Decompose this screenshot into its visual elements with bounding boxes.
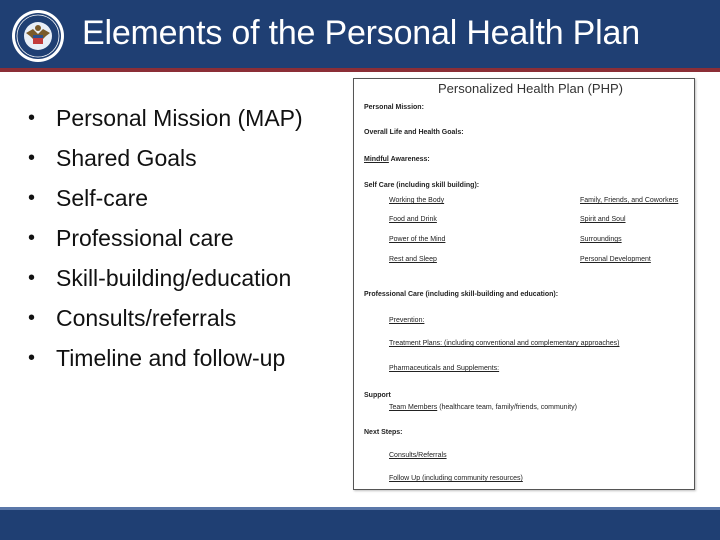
- slide-footer: [0, 510, 720, 540]
- self-care-item: Personal Development: [580, 256, 651, 263]
- bullet-icon: •: [28, 266, 36, 289]
- follow-up-label: Follow Up (including community resources): [389, 475, 523, 482]
- overall-goals-label: Overall Life and Health Goals:: [364, 129, 464, 136]
- bullet-icon: •: [28, 346, 36, 369]
- php-document-image: [353, 78, 695, 490]
- bullet-text: Professional care: [56, 224, 234, 251]
- treatment-plans-label: Treatment Plans: (including conventional and complementary approaches): [389, 340, 620, 347]
- self-care-item: Family, Friends, and Coworkers: [580, 197, 679, 204]
- list-item: [28, 98, 303, 138]
- pharmaceuticals-label: Pharmaceuticals and Supplements:: [389, 365, 500, 372]
- bullet-text: Self-care: [56, 184, 149, 211]
- bullet-text: Consults/referrals: [56, 304, 237, 331]
- list-item: [28, 138, 303, 178]
- mindful-awareness-label: [364, 156, 430, 164]
- list-item: [28, 298, 303, 338]
- support-label: Support: [364, 392, 391, 399]
- list-item: [28, 178, 303, 218]
- self-care-item: Surroundings: [580, 236, 622, 243]
- bullet-text: Personal Mission (MAP): [56, 104, 303, 131]
- slide-title: Elements of the Personal Health Plan: [82, 14, 640, 52]
- mindful-word: Mindful: [364, 156, 389, 163]
- list-item: [28, 258, 303, 298]
- self-care-label: Self Care (including skill building):: [364, 182, 480, 189]
- team-members-line: [389, 404, 577, 412]
- next-steps-label: Next Steps:: [364, 429, 403, 436]
- bullet-text: Timeline and follow-up: [56, 344, 286, 371]
- consults-label: Consults/Referrals: [389, 452, 447, 459]
- header-stripe: [0, 68, 720, 72]
- bullet-icon: •: [28, 306, 36, 329]
- self-care-item: Rest and Sleep: [389, 256, 437, 263]
- self-care-item: Food and Drink: [389, 216, 437, 223]
- list-item: [28, 218, 303, 258]
- list-item: [28, 338, 303, 378]
- document-title: Personalized Health Plan (PHP): [438, 81, 623, 96]
- prevention-label: Prevention:: [389, 317, 425, 324]
- self-care-item: Power of the Mind: [389, 236, 446, 243]
- bullet-icon: •: [28, 186, 36, 209]
- va-seal-icon: [11, 9, 65, 63]
- bullet-icon: •: [28, 226, 36, 249]
- team-members-note: (healthcare team, family/friends, community): [439, 404, 577, 411]
- bullet-text: Shared Goals: [56, 144, 197, 171]
- personal-mission-label: Personal Mission:: [364, 104, 424, 111]
- bullet-icon: •: [28, 106, 36, 129]
- bullet-icon: •: [28, 146, 36, 169]
- awareness-word: Awareness:: [390, 156, 430, 163]
- team-members-label: Team Members: [389, 404, 438, 411]
- professional-care-label: Professional Care (including skill-building and education):: [364, 291, 559, 298]
- bullet-list: [28, 98, 303, 378]
- self-care-item: Spirit and Soul: [580, 216, 626, 223]
- bullet-text: Skill-building/education: [56, 264, 292, 291]
- self-care-item: Working the Body: [389, 197, 445, 204]
